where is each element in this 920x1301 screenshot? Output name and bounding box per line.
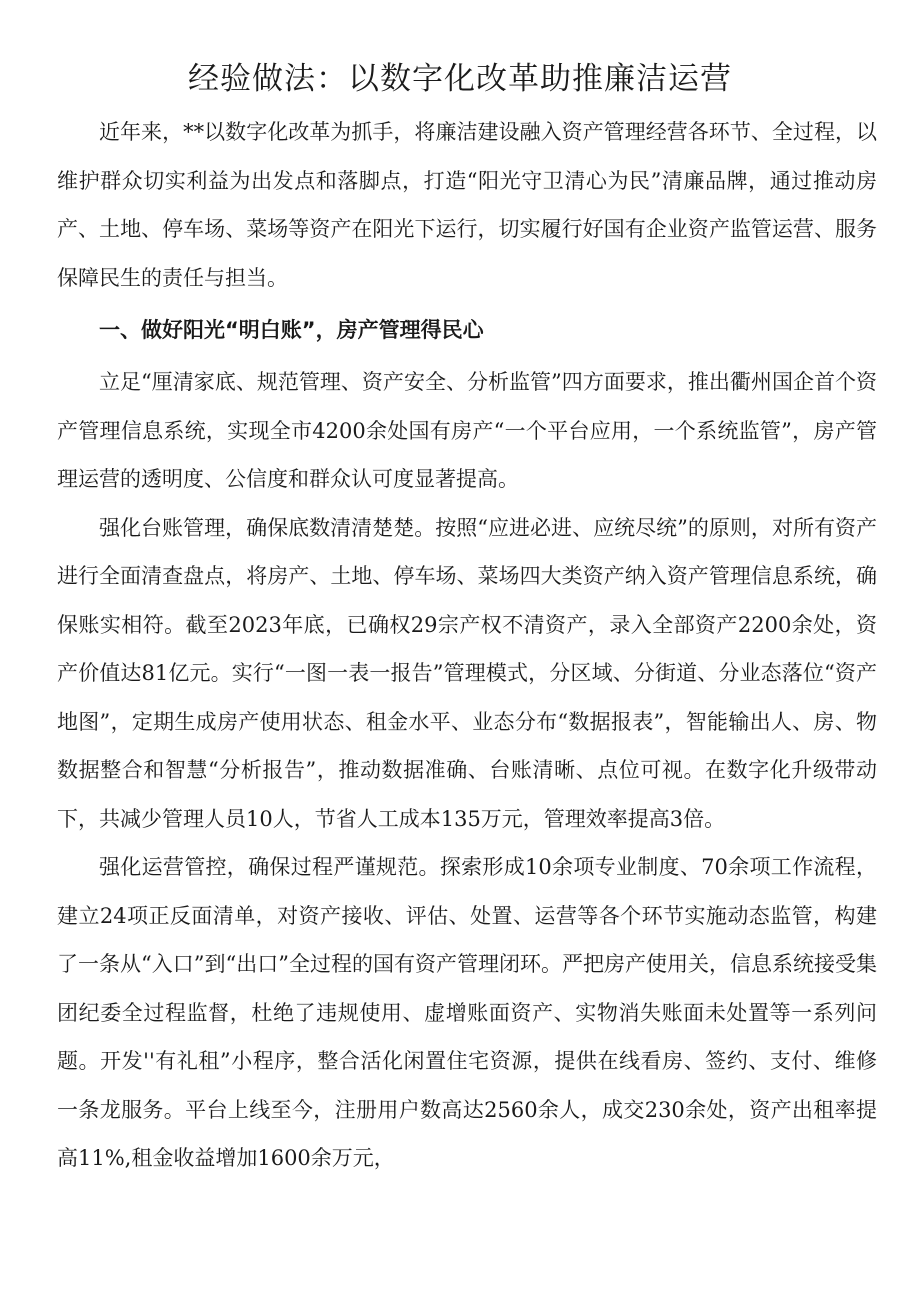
section-paragraph: 强化台账管理，确保底数清清楚楚。按照“应进必进、应统尽统”的原则，对所有资产进行全面清查盘点，将房产、土地、停车场、菜场四大类资产纳入资产管理信息系统，确保账实相符。截至2023年底，已确权29宗产权不清资产，录入全部资产2200余处，资产价值达81亿元。实行“一图一表一报告”管理模式，分区域、分街道、分业态落位“资产地图”，定期生成房产使用状态、租金水平、业态分布“数据报表”，智能输出人、房、物数据整合和智慧“分析报告”，推动数据准确、台账清晰、点位可视。在数字化升级带动下，共减少管理人员10人，节省人工成本135万元，管理效率提高3倍。 (57, 515, 877, 831)
document-title: 经验做法：以数字化改革助推廉洁运营 (188, 61, 732, 97)
section-paragraph: 强化运营管控，确保过程严谨规范。探索形成10余项专业制度、70余项工作流程，建立24项正反面清单，对资产接收、评估、处置、运营等各个环节实施动态监管，构建了一条从“入口”到“出口”全过程的国有资产管理闭环。严把房产使用关，信息系统接受集团纪委全过程监督，杜绝了违规使用、虚增账面资产、实物消失账面未处置等一系列问题。开发''有礼租”小程序，整合活化闲置住宅资源，提供在线看房、签约、支付、维修一条龙服务。平台上线至今，注册用户数高达2560余人，成交230余处，资产出租率提高11%,租金收益增加1600余万元， (57, 855, 877, 1170)
intro-paragraph: 近年来，**以数字化改革为抓手，将廉洁建设融入资产管理经营各环节、全过程，以维护群众切实利益为出发点和落脚点，打造“阳光守卫清心为民”清廉品牌，通过推动房产、土地、停车场、菜场等资产在阳光下运行，切实履行好国有企业资产监管运营、服务保障民生的责任与担当。 (57, 120, 877, 290)
document-body (57, 108, 877, 1183)
section-heading: 一、做好阳光“明白账”，房产管理得民心 (99, 318, 484, 342)
section-paragraph: 立足“厘清家底、规范管理、资产安全、分析监管”四方面要求，推出衢州国企首个资产管理信息系统，实现全市4200余处国有房产“一个平台应用，一个系统监管”，房产管理运营的透明度、公信度和群众认可度显著提高。 (57, 370, 877, 491)
